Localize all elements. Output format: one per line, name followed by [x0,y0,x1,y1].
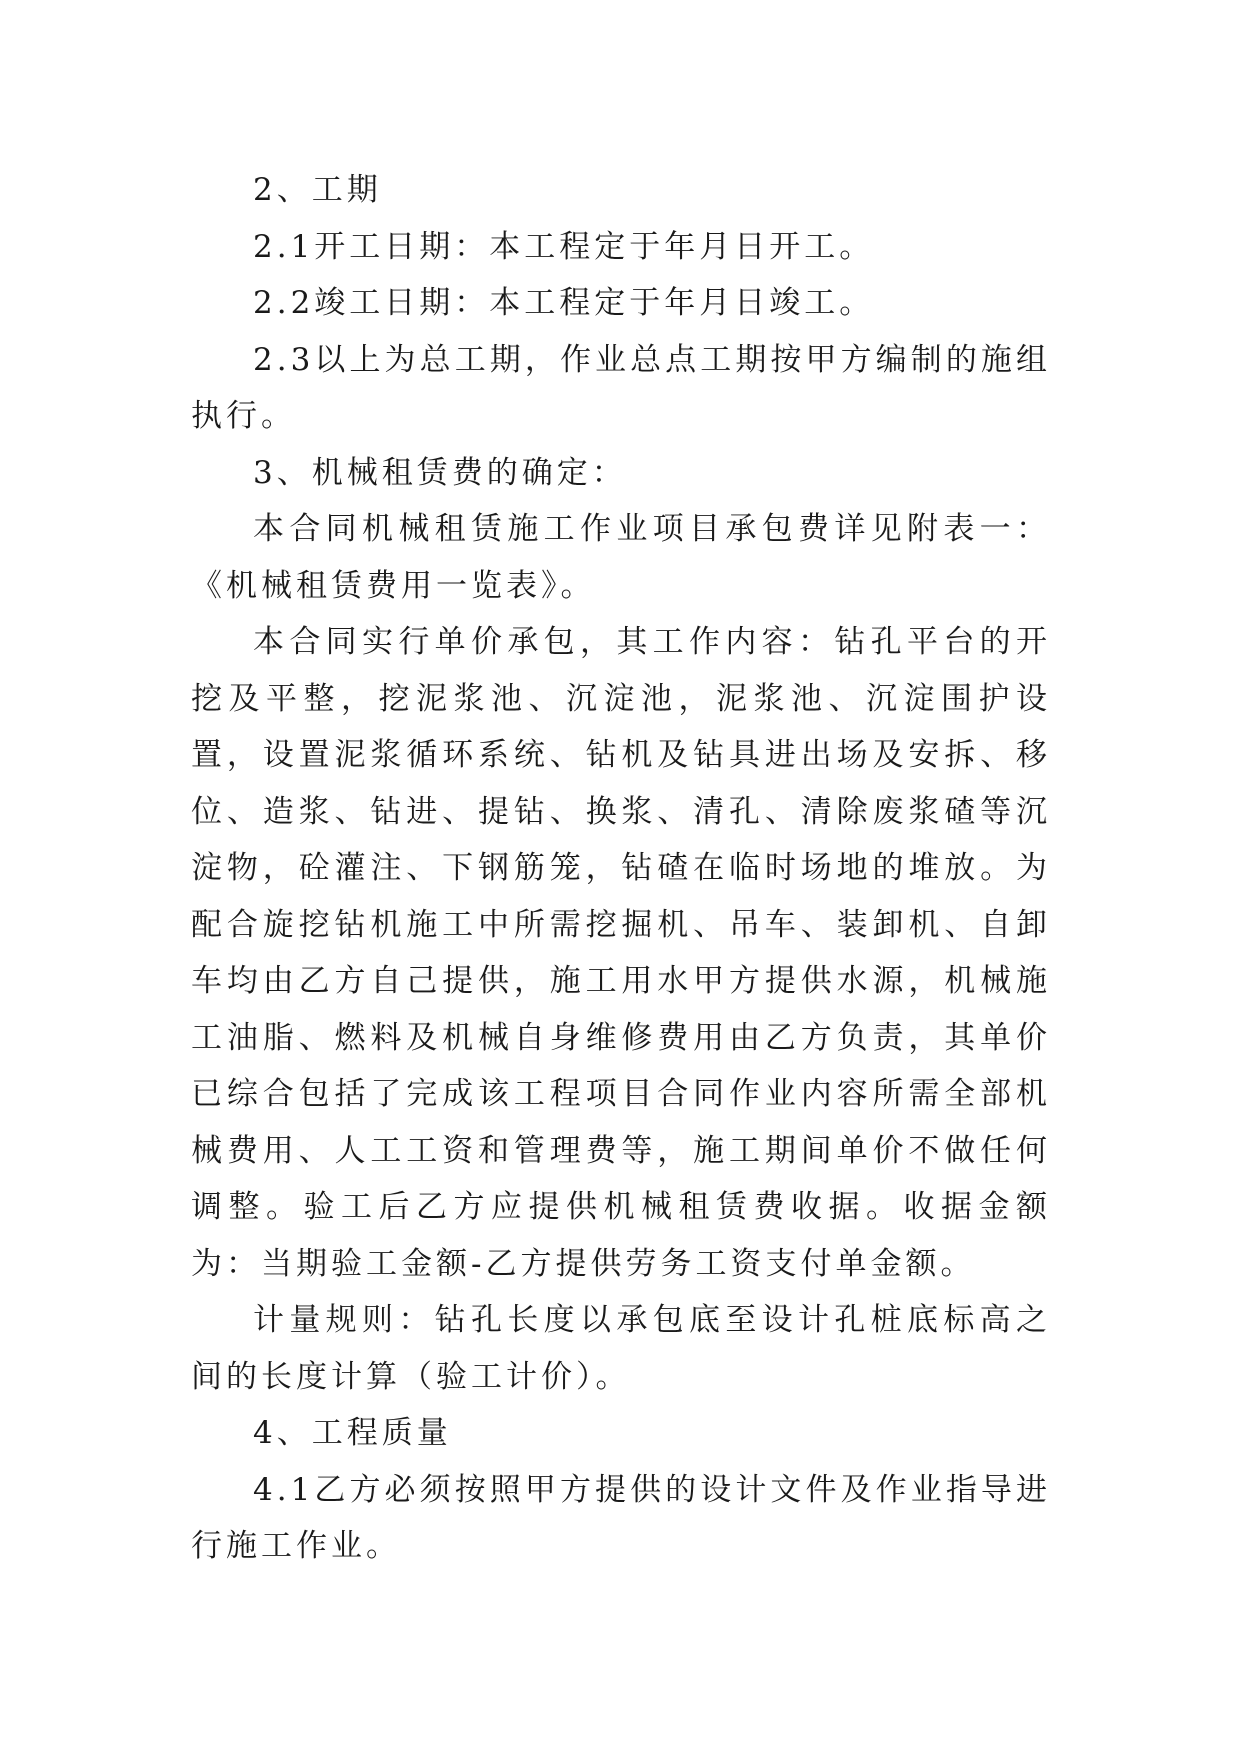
total-schedule-clause: 2.3以上为总工期，作业总点工期按甲方编制的施组执行。 [191,341,1051,434]
completion-date-clause: 2.2竣工日期：本工程定于年月日竣工。 [253,285,875,321]
unit-price-contract-paragraph: 本合同实行单价承包，其工作内容：钻孔平台的开挖及平整，挖泥浆池、沉淀池，泥浆池、沉淀围护设置，设置泥浆循环系统、钻机及钻具进出场及安拆、移位、造浆、钻进、提钻、换浆、清孔、清除废浆碴等沉淀物，砼灌注、下钢筋笼，钻碴在临时场地的堆放。为配合旋挖钻机施工中所需挖掘机、吊车、装卸机、自卸车均由乙方自己提供，施工用水甲方提供水源，机械施工油脂、燃料及机械自身维修费用由乙方负责，其单价已综合包括了完成该工程项目合同作业内容所需全部机械费用、人工工资和管理费等，施工期间单价不做任何调整。验工后乙方应提供机械租赁费收据。收据金额为：当期验工金额-乙方提供劳务工资支付单金额。 [191,624,1051,1282]
quality-clause-4-1: 4.1乙方必须按照甲方提供的设计文件及作业指导进行施工作业。 [191,1471,1051,1564]
rental-fee-reference-paragraph: 本合同机械租赁施工作业项目承包费详见附表一：《机械租赁费用一览表》。 [191,511,1051,604]
section-heading-rental-fee: 3、机械租赁费的确定： [253,454,627,491]
section-heading-quality: 4、工程质量 [253,1415,452,1451]
measurement-rule-paragraph: 计量规则：钻孔长度以承包底至设计孔桩底标高之间的长度计算（验工计价）。 [191,1302,1051,1395]
document-body [191,162,1051,1575]
section-heading-schedule: 2、工期 [253,172,382,208]
start-date-clause: 2.1开工日期：本工程定于年月日开工。 [253,228,875,265]
